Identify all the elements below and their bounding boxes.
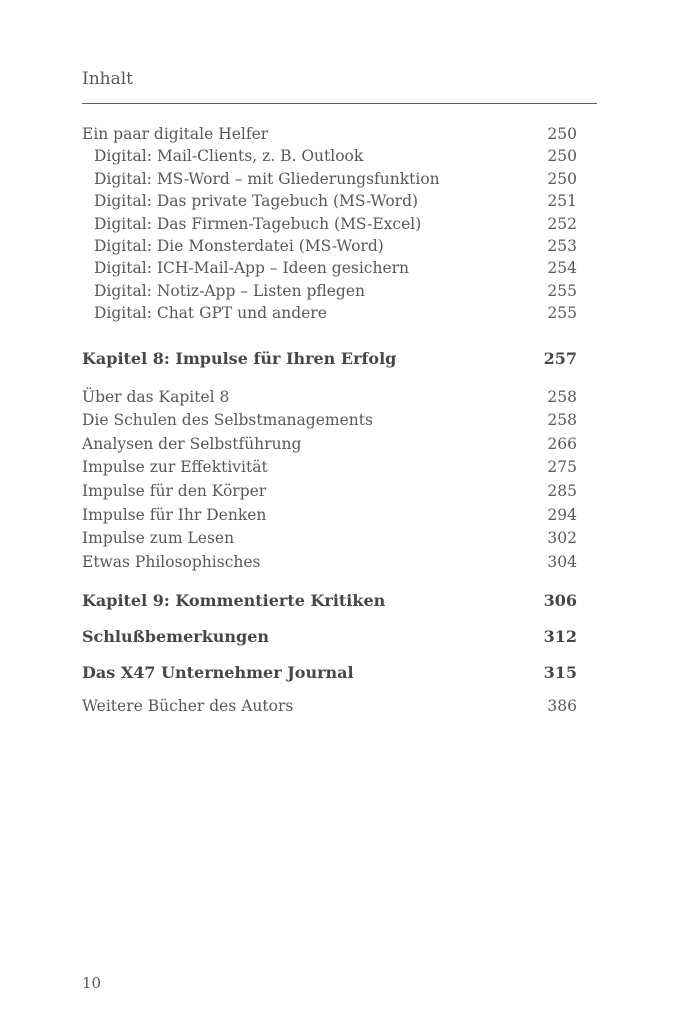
toc-entry-label: Die Schulen des Selbstmanagements [82,411,373,430]
toc-group-section-list [82,386,597,575]
toc-entry [82,347,597,371]
toc-entry-label: Impulse zum Lesen [82,529,235,548]
toc-entry-page: 258 [547,387,577,406]
toc-entry-label: Schlußbemerkungen [82,627,270,647]
toc-entry [82,280,597,302]
toc-entry-page: 275 [547,458,577,477]
page-title: Inhalt [82,69,134,89]
toc-entry-page: 250 [547,169,577,188]
header-divider [82,103,597,104]
toc-entry-page: 255 [547,281,577,300]
toc-entry [82,433,597,457]
toc-group-intro-list [82,123,597,325]
toc-entry-label: Kapitel 8: Impulse für Ihren Erfolg [82,348,397,368]
toc-entry [82,504,597,528]
toc-entry [82,257,597,279]
toc-entry [82,480,597,504]
toc-entry-page: 251 [547,192,577,211]
toc-entry [82,168,597,190]
toc-entry-label: Impulse für Ihr Denken [82,505,267,524]
toc-entry-label: Das X47 Unternehmer Journal [82,663,354,683]
toc-entry-label: Impulse zur Effektivität [82,458,268,477]
toc-group-chapter [82,661,597,685]
toc-entry-label: Digital: Das Firmen-Tagebuch (MS-Excel) [94,214,422,233]
toc-entry [82,625,597,649]
toc-entry-page: 258 [547,411,577,430]
toc-entry [82,589,597,613]
toc-entry-page: 254 [547,259,577,278]
toc-entry-page: 306 [543,591,577,611]
toc-group-closing [82,695,597,717]
table-of-contents [82,123,597,718]
toc-entry [82,409,597,433]
toc-entry [82,695,597,717]
toc-entry-label: Digital: MS-Word – mit Gliederungsfunktion [94,169,440,188]
toc-entry-page: 250 [547,125,577,143]
toc-entry [82,551,597,575]
toc-group-chapter [82,589,597,613]
toc-entry-page: 302 [547,529,577,548]
toc-entry-label: Analysen der Selbstführung [82,434,302,453]
toc-entry [82,145,597,167]
toc-entry-label: Digital: Die Monsterdatei (MS-Word) [94,237,384,256]
toc-entry-label: Kapitel 9: Kommentierte Kritiken [82,591,386,611]
toc-entry-label: Impulse für den Körper [82,482,267,501]
toc-entry-page: 253 [547,237,577,256]
toc-entry [82,123,597,145]
toc-entry-page: 250 [547,147,577,166]
toc-entry [82,527,597,551]
toc-entry [82,235,597,257]
toc-entry-page: 266 [547,434,577,453]
toc-entry-page: 285 [547,482,577,501]
toc-entry-label: Digital: Notiz-App – Listen pflegen [94,281,365,300]
toc-entry-label: Weitere Bücher des Autors [82,697,294,716]
toc-entry [82,213,597,235]
toc-entry-page: 312 [543,627,577,647]
toc-entry-label: Digital: Das private Tagebuch (MS-Word) [94,192,419,211]
page-content [82,0,597,718]
toc-entry-page: 294 [547,505,577,524]
toc-entry [82,386,597,410]
toc-entry [82,456,597,480]
toc-entry [82,661,597,685]
toc-entry-label: Ein paar digitale Helfer [82,125,269,143]
toc-group-chapter [82,347,597,371]
toc-entry-label: Über das Kapitel 8 [82,387,230,406]
toc-entry-page: 252 [547,214,577,233]
toc-entry-label: Digital: ICH-Mail-App – Ideen gesichern [94,259,410,278]
toc-entry [82,190,597,212]
toc-entry-page: 304 [547,552,577,571]
toc-entry-page: 315 [543,663,577,683]
toc-entry-label: Digital: Chat GPT und andere [94,304,327,323]
toc-entry-label: Digital: Mail-Clients, z. B. Outlook [94,147,364,166]
toc-entry-page: 386 [547,697,577,716]
toc-entry-page: 255 [547,304,577,323]
toc-entry [82,302,597,324]
page-number: 10 [82,974,102,992]
toc-entry-label: Etwas Philosophisches [82,552,261,571]
toc-group-chapter [82,625,597,649]
toc-entry-page: 257 [543,348,577,368]
